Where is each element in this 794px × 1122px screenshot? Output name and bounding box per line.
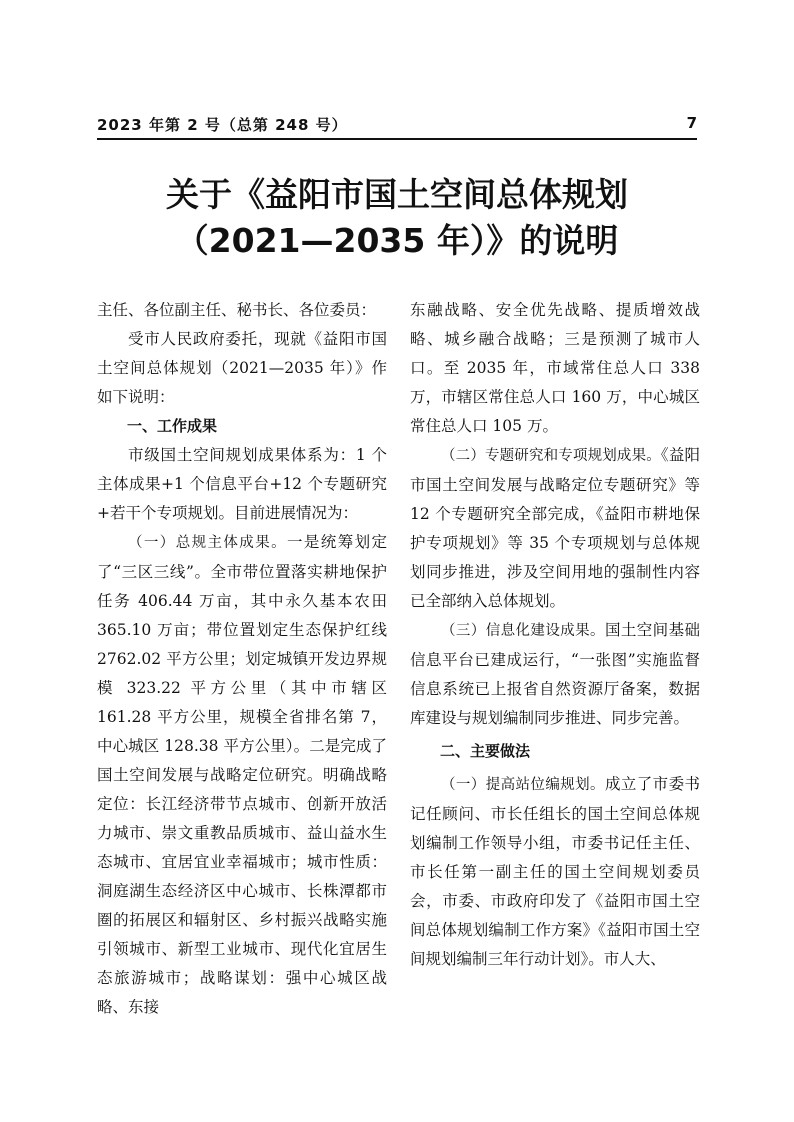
- sub3-text: 国土空间基础信息平台已建成运行，“一张图”实施监督信息系统已上报省自然资源厅备案，数据库建设与规划编制同步推进、同步完善。: [410, 621, 700, 727]
- sub4-heading: （一）提高站位编规划。: [441, 777, 605, 793]
- intro-paragraph: 受市人民政府委托，现就《益阳市国土空间总体规划（2021—2035 年）》作如下说明：: [97, 330, 387, 406]
- section-heading-practices: 二、主要做法: [440, 742, 531, 760]
- sub3-paragraph: [410, 616, 700, 733]
- document-title: [60, 172, 734, 264]
- sub1-paragraph: [97, 528, 387, 1022]
- sub2-paragraph: [410, 441, 700, 616]
- sub2-heading: （二）专题研究和专项规划成果。: [441, 448, 661, 464]
- title-line-2: （2021—2035 年）》的说明: [175, 221, 619, 260]
- sub1-heading: （一）总规主体成果。: [128, 535, 287, 551]
- continuation-paragraph: 东融战略、安全优先战略、提质增效战略、城乡融合战略；三是预测了城市人口。至 2035 年，市域常住总人口 338 万，市辖区常住总人口 160 万，中心城区常住总人口 105 万。: [410, 301, 700, 435]
- section1-intro-paragraph: 市级国土空间规划成果体系为：1 个主体成果+1 个信息平台+12 个专题研究+若干个专项规划。目前进展情况为：: [97, 446, 387, 522]
- sub1-text: 一是统筹划定了“三区三线”。全市带位置落实耕地保护任务 406.44 万亩，其中永久基本农田 365.10 万亩；带位置划定生态保护红线 2762.02 平方公里；划定城镇开发边界规模 323.22 平方公里（其中市辖区 161.28 平方公里，规模全省排名第 7，中心城区 128.38 平方公里）。二是完成了国土空间发展与战略定位研究。明确战略定位：长江经济带节点城市、创新开放活力城市、崇文重教品质城市、益山益水生态城市、宜居宜业幸福城市；城市性质：洞庭湖生态经济区中心城市、长株潭都市圈的拓展区和辐射区、乡村振兴战略实施引领城市、新型工业城市、现代化宜居生态旅游城市；战略谋划：强中心城区战略、东接: [97, 533, 387, 1016]
- salutation: 主任、各位副主任、秘书长、各位委员：: [97, 301, 377, 319]
- running-header: [97, 114, 697, 140]
- right-column: [410, 296, 700, 974]
- left-column: [97, 296, 387, 1022]
- section-heading-achievements: 一、工作成果: [127, 417, 218, 435]
- sub4-paragraph: [410, 770, 700, 974]
- sub2-text: 《益阳市国土空间发展与战略定位专题研究》等 12 个专题研究全部完成，《益阳市耕地保护专项规划》等 35 个专项规划与总体规划同步推进，涉及空间用地的强制性内容已全部纳入总体规划。: [410, 446, 700, 610]
- sub3-heading: （三）信息化建设成果。: [441, 623, 605, 639]
- page-number: 7: [686, 114, 697, 132]
- sub4-text: 成立了市委书记任顾问、市长任组长的国土空间总体规划编制工作领导小组，市委书记任主任、市长任第一副主任的国土空间规划委员会，市委、市政府印发了《益阳市国土空间总体规划编制工作方案》《益阳市国土空间规划编制三年行动计划》。市人大、: [410, 775, 700, 968]
- issue-label: 2023 年第 2 号（总第 248 号）: [97, 116, 348, 134]
- title-line-1: 关于《益阳市国土空间总体规划: [166, 175, 628, 214]
